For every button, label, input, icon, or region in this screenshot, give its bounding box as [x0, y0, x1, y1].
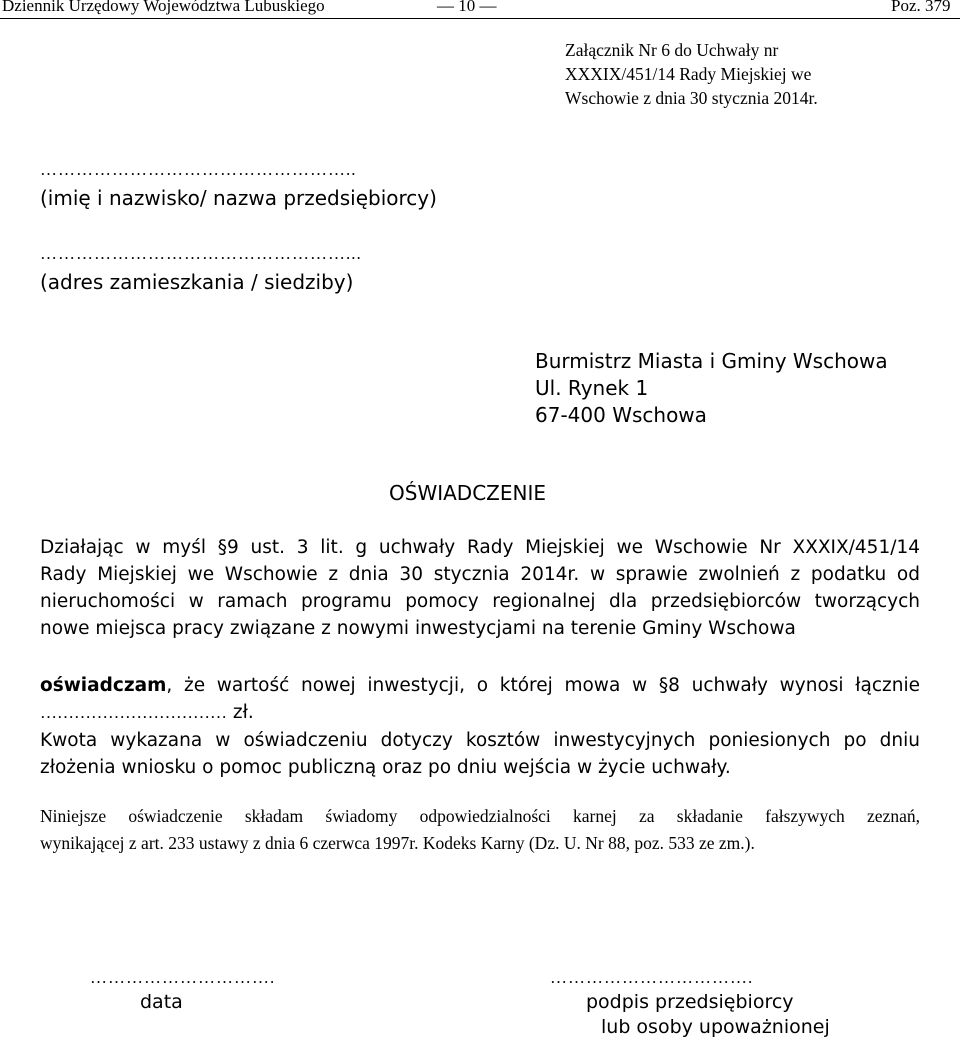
- signature-label-2: lub osoby upoważnionej: [601, 1016, 830, 1038]
- annex-line-1: Załącznik Nr 6 do Uchwały nr: [565, 40, 779, 60]
- paragraph-legal-basis: [40, 534, 920, 642]
- annex-line-2: XXXIX/451/14 Rady Miejskiej we: [565, 64, 812, 84]
- amount-line: [40, 699, 920, 726]
- paragraph-line: Rady Miejskiej we Wschowie z dnia 30 stycznia 2014r. w sprawie zwolnień z podatku od: [40, 564, 920, 585]
- paragraph-liability: [40, 803, 920, 857]
- paragraph-line: wynikającej z art. 233 ustawy z dnia 6 czerwca 1997r. Kodeks Karny (Dz. U. Nr 88, poz. 533 ze zm.).: [40, 833, 755, 853]
- date-label: data: [140, 991, 183, 1013]
- journal-title: Dziennik Urzędowy Województwa Lubuskiego: [2, 0, 325, 15]
- amount-unit: zł.: [227, 702, 254, 723]
- recipient-line-1: Burmistrz Miasta i Gminy Wschowa: [535, 349, 888, 373]
- declare-text: , że wartość nowej inwestycji, o której mowa w §8 uchwały wynosi łącznie: [166, 675, 920, 696]
- applicant-name-dots: ……………………………………………..: [40, 160, 357, 179]
- document-title: OŚWIADCZENIE: [389, 481, 546, 505]
- paragraph-line: nowe miejsca pracy związane z nowymi inwestycjami na terenie Gminy Wschowa: [40, 618, 796, 639]
- signature-label-1: podpis przedsiębiorcy: [586, 991, 794, 1013]
- recipient-line-2: Ul. Rynek 1: [535, 376, 649, 400]
- paragraph-line: Kwota wykazana w oświadczeniu dotyczy kosztów inwestycyjnych poniesionych po dniu: [40, 730, 920, 751]
- position-number: Poz. 379: [891, 0, 951, 15]
- annex-line-3: Wschowie z dnia 30 stycznia 2014r.: [565, 88, 818, 108]
- page-number: — 10 —: [437, 0, 497, 15]
- signature-dots: …………………………….: [550, 968, 754, 987]
- recipient-line-3: 67-400 Wschowa: [535, 403, 707, 427]
- date-dots: ………………………….: [90, 968, 276, 987]
- applicant-address-dots: ……………………………………………...: [40, 244, 362, 263]
- paragraph-line: nieruchomości w ramach programu pomocy regionalnej dla przedsiębiorców tworzących: [40, 591, 920, 612]
- amount-dots: ……………………………: [40, 703, 227, 722]
- declare-keyword: oświadczam: [40, 675, 167, 696]
- paragraph-line: złożenia wniosku o pomoc publiczną oraz po dniu wejścia w życie uchwały.: [40, 757, 731, 778]
- applicant-name-label: (imię i nazwisko/ nazwa przedsiębiorcy): [40, 186, 437, 210]
- declaration-line: [40, 672, 920, 699]
- header-rule: [0, 18, 960, 19]
- paragraph-declaration: [40, 672, 920, 726]
- paragraph-cost-note: [40, 727, 920, 781]
- applicant-address-label: (adres zamieszkania / siedziby): [40, 270, 354, 294]
- paragraph-line: Działając w myśl §9 ust. 3 lit. g uchwały Rady Miejskiej we Wschowie Nr XXXIX/451/14: [40, 537, 920, 558]
- paragraph-line: Niniejsze oświadczenie składam świadomy odpowiedzialności karnej za składanie fałszywych zeznań,: [40, 806, 920, 826]
